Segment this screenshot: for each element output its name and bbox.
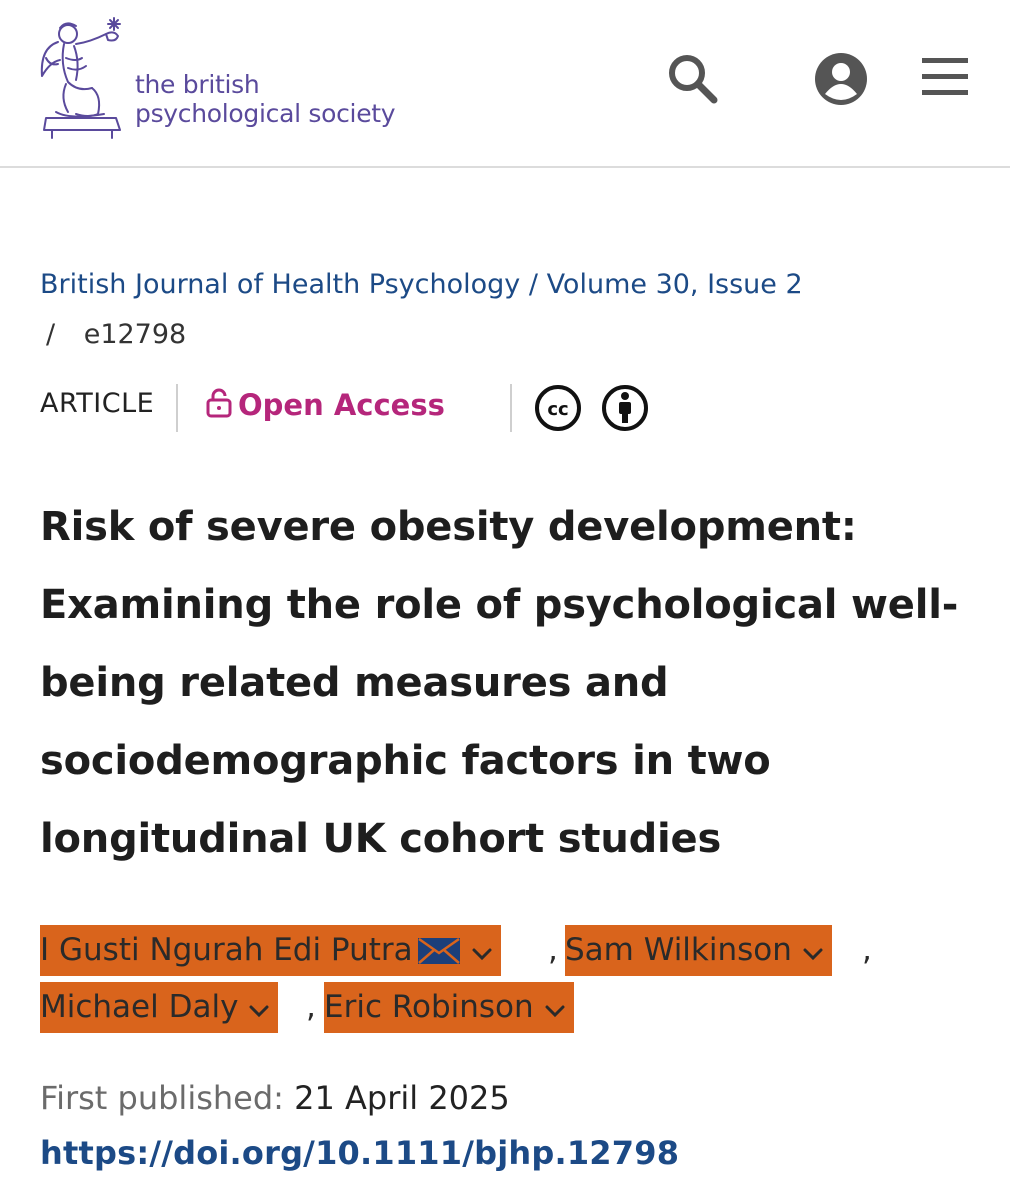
doi-link[interactable]: https://doi.org/10.1111/bjhp.12798 <box>40 1134 680 1172</box>
divider <box>510 384 512 432</box>
author-2[interactable] <box>565 925 832 976</box>
account-icon[interactable] <box>814 52 868 110</box>
chevron-down-icon <box>544 984 566 1034</box>
breadcrumb-article-id-row <box>40 316 186 354</box>
open-access-label: Open Access <box>238 388 445 422</box>
creative-commons-icon[interactable] <box>534 384 582 436</box>
author-name: Michael Daly <box>40 989 239 1025</box>
site-header <box>0 0 1010 168</box>
first-published <box>40 1076 510 1120</box>
author-4[interactable] <box>324 982 574 1033</box>
breadcrumb <box>40 266 803 304</box>
open-access-badge[interactable] <box>206 388 445 425</box>
menu-icon[interactable] <box>920 52 970 106</box>
author-separator: , <box>306 989 316 1025</box>
article-title: Risk of severe obesity development: Examining the role of psychological well-being related measures and sociodemographic factors in two longitudinal UK cohort studies <box>40 504 959 862</box>
author-separator: , <box>548 932 558 968</box>
article-type-label: ARTICLE <box>40 388 155 419</box>
author-name: Sam Wilkinson <box>565 932 792 968</box>
author-separator: , <box>862 932 872 968</box>
bps-logo-figure-icon[interactable] <box>36 14 128 140</box>
divider <box>176 384 178 432</box>
envelope-icon[interactable] <box>417 931 461 981</box>
breadcrumb-journal-link[interactable]: British Journal of Health Psychology <box>40 269 521 300</box>
logo-text-line1: the british <box>135 70 260 99</box>
first-published-date: 21 April 2025 <box>294 1079 510 1117</box>
author-name: I Gusti Ngurah Edi Putra <box>40 932 413 968</box>
attribution-icon[interactable] <box>601 384 649 436</box>
author-3[interactable] <box>40 982 278 1033</box>
first-published-label: First published: <box>40 1079 284 1117</box>
chevron-down-icon <box>471 927 493 977</box>
logo-text-line2: psychological society <box>135 99 396 128</box>
author-1[interactable] <box>40 925 501 976</box>
chevron-down-icon <box>802 927 824 977</box>
search-icon[interactable] <box>666 52 720 110</box>
breadcrumb-separator: / <box>46 319 56 350</box>
bps-logo-text[interactable] <box>135 70 395 128</box>
breadcrumb-separator: / <box>528 269 538 300</box>
article-id: e12798 <box>83 319 187 350</box>
breadcrumb-issue-link[interactable]: Volume 30, Issue 2 <box>546 269 803 300</box>
open-lock-icon <box>206 388 232 425</box>
article-meta-row <box>40 382 680 432</box>
svg-text:cc: cc <box>547 399 569 420</box>
author-name: Eric Robinson <box>324 989 534 1025</box>
chevron-down-icon <box>248 984 270 1034</box>
